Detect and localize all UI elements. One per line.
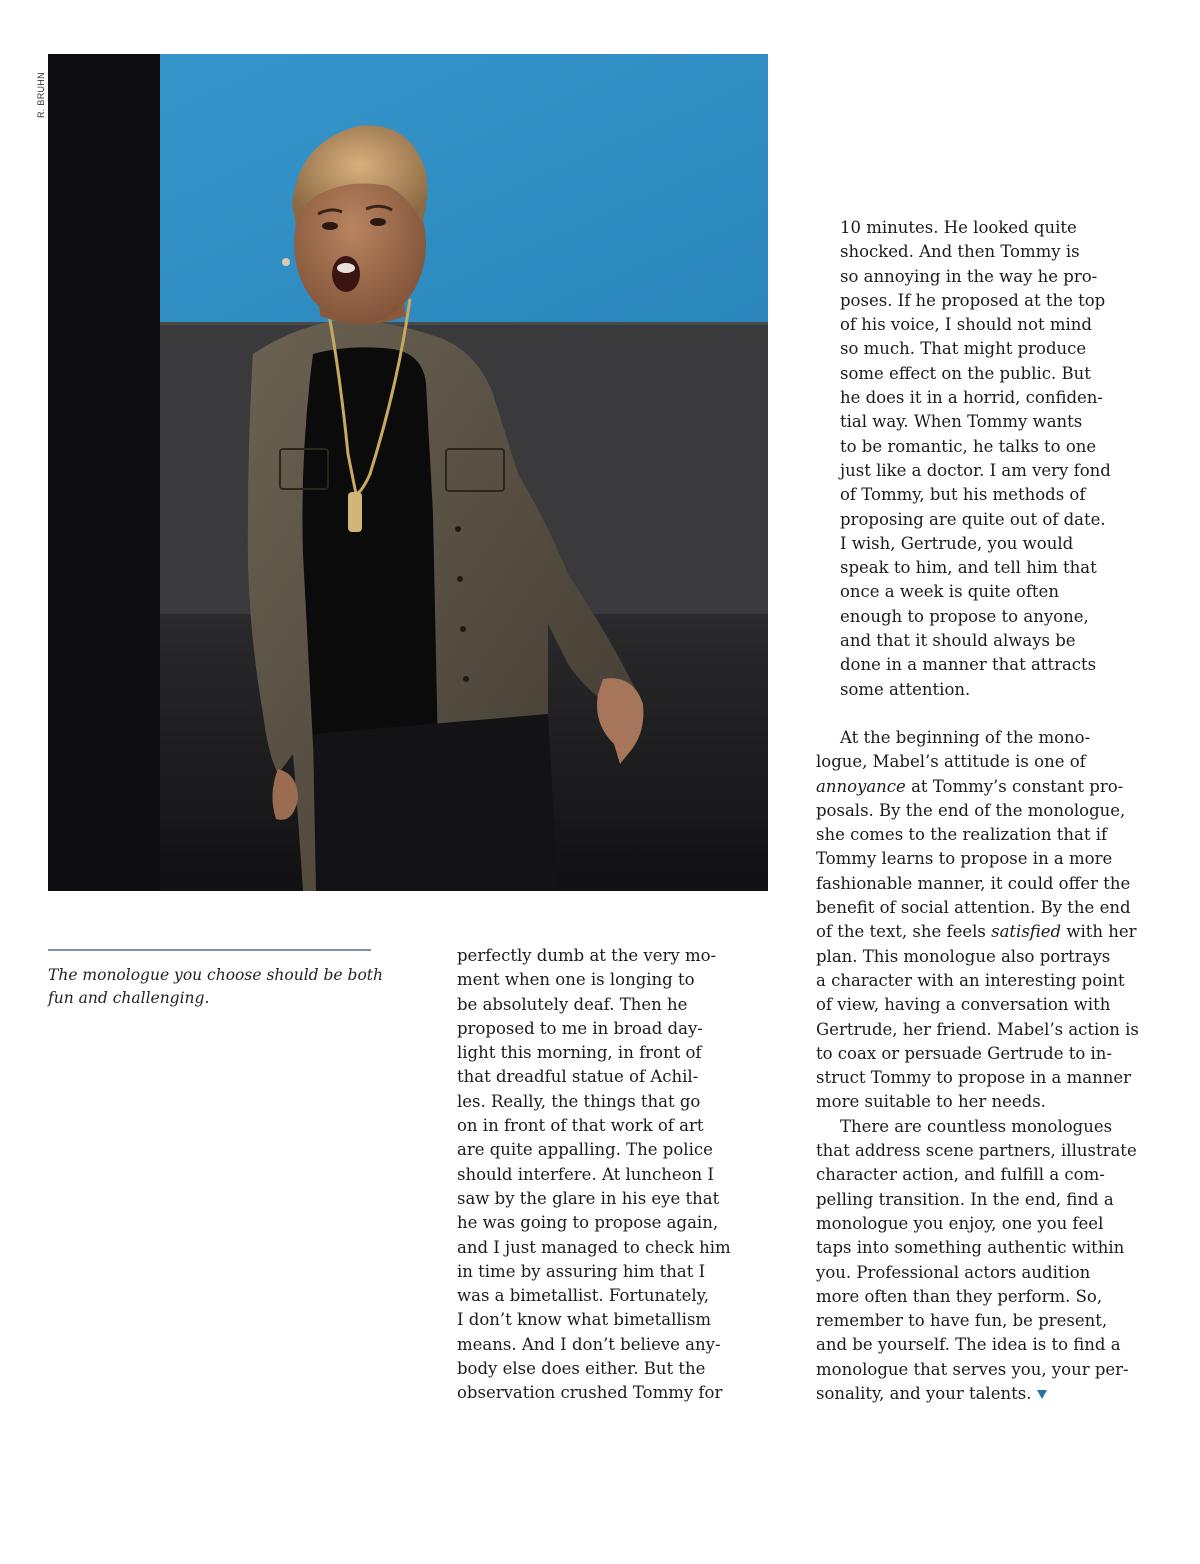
quote-line: he does it in a horrid, confiden- [840,388,1103,408]
text-line [816,920,1139,944]
text-line: fashionable manner, it could offer the [816,873,1131,893]
text-line: pelling transition. In the end, find a [816,1189,1114,1209]
text-line [816,726,1139,750]
text-line: logue, Mabel’s attitude is one of [816,752,1086,772]
text-line: proposed to me in broad day- [457,1018,703,1038]
text-line: in time by assuring him that I [457,1261,706,1281]
text-line: she comes to the realization that if [816,825,1108,845]
photo-credit: R. BRUHN [36,72,46,118]
text-line: and I just managed to check him [457,1237,731,1257]
text-line: Tommy learns to propose in a more [816,849,1113,869]
text-line: should interfere. At luncheon I [457,1164,714,1184]
text-line-content: There are countless monologues [840,1116,1113,1136]
quote-line: I wish, Gertrude, you would [840,533,1074,553]
text-line: that address scene partners, illustrate [816,1141,1137,1161]
quote-line: poses. If he proposed at the top [840,290,1106,310]
quote-line: once a week is quite often [840,582,1059,602]
text-line-content: sonality, and your talents. [816,1384,1032,1404]
text-line: to coax or persuade Gertrude to in- [816,1043,1112,1063]
text-line: he was going to propose again, [457,1213,719,1233]
emphasis-satisfied: satisfied [991,922,1062,942]
text-line [816,775,1139,799]
end-mark-icon [1037,1390,1047,1399]
text-line: means. And I don’t believe any- [457,1334,721,1354]
text-line: character action, and fulfill a com- [816,1165,1105,1185]
article-column-2 [457,944,731,1406]
text-line: les. Really, the things that go [457,1091,701,1111]
text-line: be absolutely deaf. Then he [457,994,688,1014]
text-line: that dreadful statue of Achil- [457,1067,699,1087]
text-line: light this morning, in front of [457,1043,702,1063]
text-line: on in front of that work of art [457,1116,704,1136]
emphasis-annoyance: annoyance [816,776,906,796]
text-line: more suitable to her needs. [816,1092,1046,1112]
quote-line: and that it should always be [840,631,1076,651]
text-line: monologue you enjoy, one you feel [816,1213,1104,1233]
quote-line: enough to propose to anyone, [840,606,1089,626]
text-line: you. Professional actors audition [816,1262,1091,1282]
text-line [816,1382,1139,1406]
photo-caption: The monologue you choose should be both fun and challenging. [48,966,383,1007]
quote-line: so annoying in the way he pro- [840,266,1098,286]
quote-line: some attention. [840,679,971,699]
text-line: saw by the glare in his eye that [457,1188,720,1208]
monologue-quote-block [840,216,1111,702]
text-line-content: at Tommy’s constant pro- [905,776,1124,796]
quote-line: shocked. And then Tommy is [840,242,1080,262]
text-line: remember to have fun, be present, [816,1311,1108,1331]
quote-line: just like a doctor. I am very fond [840,460,1111,480]
text-line: are quite appalling. The police [457,1140,713,1160]
text-line: and be yourself. The idea is to find a [816,1335,1121,1355]
text-line: plan. This monologue also portrays [816,946,1111,966]
stage-photo [48,54,768,891]
text-line: perfectly dumb at the very mo- [457,946,717,965]
quote-line: tial way. When Tommy wants [840,412,1083,432]
text-line-content: with her [1061,922,1137,942]
quote-line: proposing are quite out of date. [840,509,1106,529]
article-column-3 [816,726,1139,1406]
caption-rule [48,949,371,951]
text-line: observation crushed Tommy for [457,1383,723,1403]
text-line: monologue that serves you, your per- [816,1359,1129,1379]
text-line: more often than they perform. So, [816,1286,1103,1306]
text-line: taps into something authentic within [816,1238,1125,1258]
quote-line: of Tommy, but his methods of [840,485,1086,505]
quote-line: of his voice, I should not mind [840,315,1092,335]
text-line: struct Tommy to propose in a manner [816,1068,1132,1088]
text-line: I don’t know what bimetallism [457,1310,712,1330]
text-line: Gertrude, her friend. Mabel’s action is [816,1019,1139,1039]
text-line [816,1115,1139,1139]
text-line-content: of the text, she feels [816,922,992,942]
quote-line: 10 minutes. He looked quite [840,218,1077,237]
text-line: was a bimetallist. Fortunately, [457,1286,710,1306]
quote-line: some effect on the public. But [840,363,1091,383]
text-line: a character with an interesting point [816,970,1125,990]
quote-line: done in a manner that attracts [840,655,1097,675]
text-line: benefit of social attention. By the end [816,898,1131,918]
quote-line: so much. That might produce [840,339,1087,359]
text-line: ment when one is longing to [457,970,695,990]
text-line-content: At the beginning of the mono- [840,728,1091,747]
quote-line: speak to him, and tell him that [840,558,1097,578]
text-line: of view, having a conversation with [816,995,1111,1015]
quote-line: to be romantic, he talks to one [840,436,1097,456]
text-line: body else does either. But the [457,1359,706,1379]
text-line: posals. By the end of the monologue, [816,800,1126,820]
